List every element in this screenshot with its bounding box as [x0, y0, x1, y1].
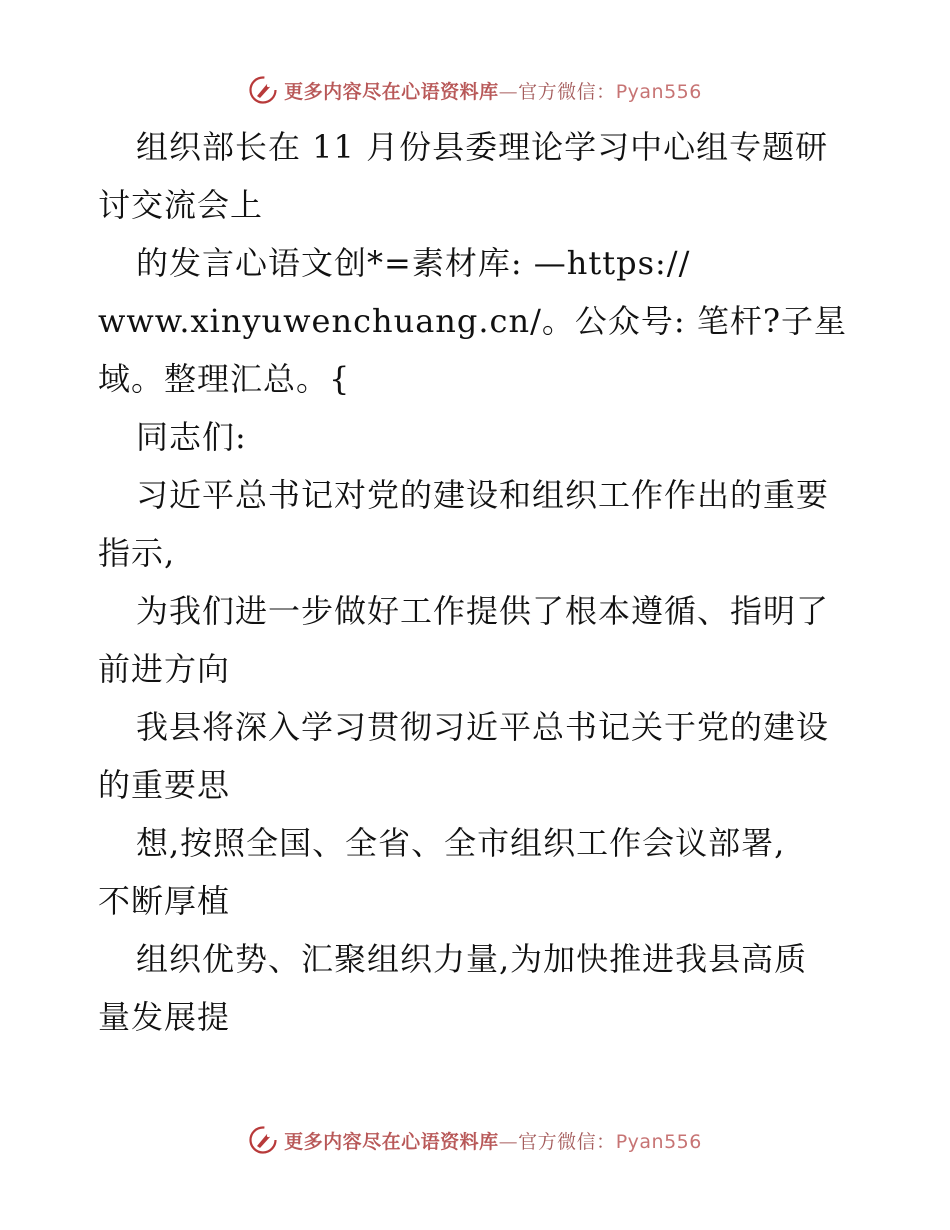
- text-line: 组织优势、汇聚组织力量,为加快推进我县高质: [136, 940, 808, 978]
- text-line: 量发展提: [98, 998, 231, 1036]
- text-line: 为我们进一步做好工作提供了根本遵循、指明了: [136, 592, 830, 630]
- watermark-dash: —: [498, 80, 519, 103]
- header-watermark-banner: [0, 70, 950, 110]
- text-line: 前进方向: [98, 650, 231, 688]
- text-line: 同志们:: [136, 418, 247, 456]
- text-line: 习近平总书记对党的建设和组织工作作出的重要: [136, 476, 830, 514]
- pen-nib-circle-icon: [248, 1125, 278, 1155]
- watermark-dash: —: [498, 1130, 519, 1153]
- watermark-wechat-id: Pyan556: [615, 1130, 702, 1153]
- watermark-wechat-id: Pyan556: [615, 80, 702, 103]
- text-line: 的发言心语文创*=素材库: —https://: [136, 244, 691, 282]
- text-line: 我县将深入学习贯彻习近平总书记关于党的建设: [136, 708, 830, 746]
- watermark-text: [284, 77, 702, 104]
- text-line: 的重要思: [98, 766, 231, 804]
- watermark-brand: 更多内容尽在心语资料库: [284, 80, 499, 103]
- text-line: 域。整理汇总。{: [98, 360, 351, 398]
- watermark-wechat-label: 官方微信：: [518, 80, 616, 103]
- pen-nib-circle-icon: [248, 75, 278, 105]
- footer-watermark-banner: [0, 1120, 950, 1160]
- text-line: www.xinyuwenchuang.cn/。公众号: 笔杆?子星: [98, 302, 847, 340]
- watermark-brand: 更多内容尽在心语资料库: [284, 1130, 499, 1153]
- text-line: 指示,: [98, 534, 176, 572]
- text-line: 讨交流会上: [98, 186, 264, 224]
- watermark-wechat-label: 官方微信：: [518, 1130, 616, 1153]
- text-line: 组织部长在 11 月份县委理论学习中心组专题研: [136, 128, 829, 166]
- text-line: 不断厚植: [98, 882, 231, 920]
- text-line: 想,按照全国、全省、全市组织工作会议部署,: [136, 824, 786, 862]
- watermark-text: [284, 1127, 702, 1154]
- document-body: [98, 118, 858, 1046]
